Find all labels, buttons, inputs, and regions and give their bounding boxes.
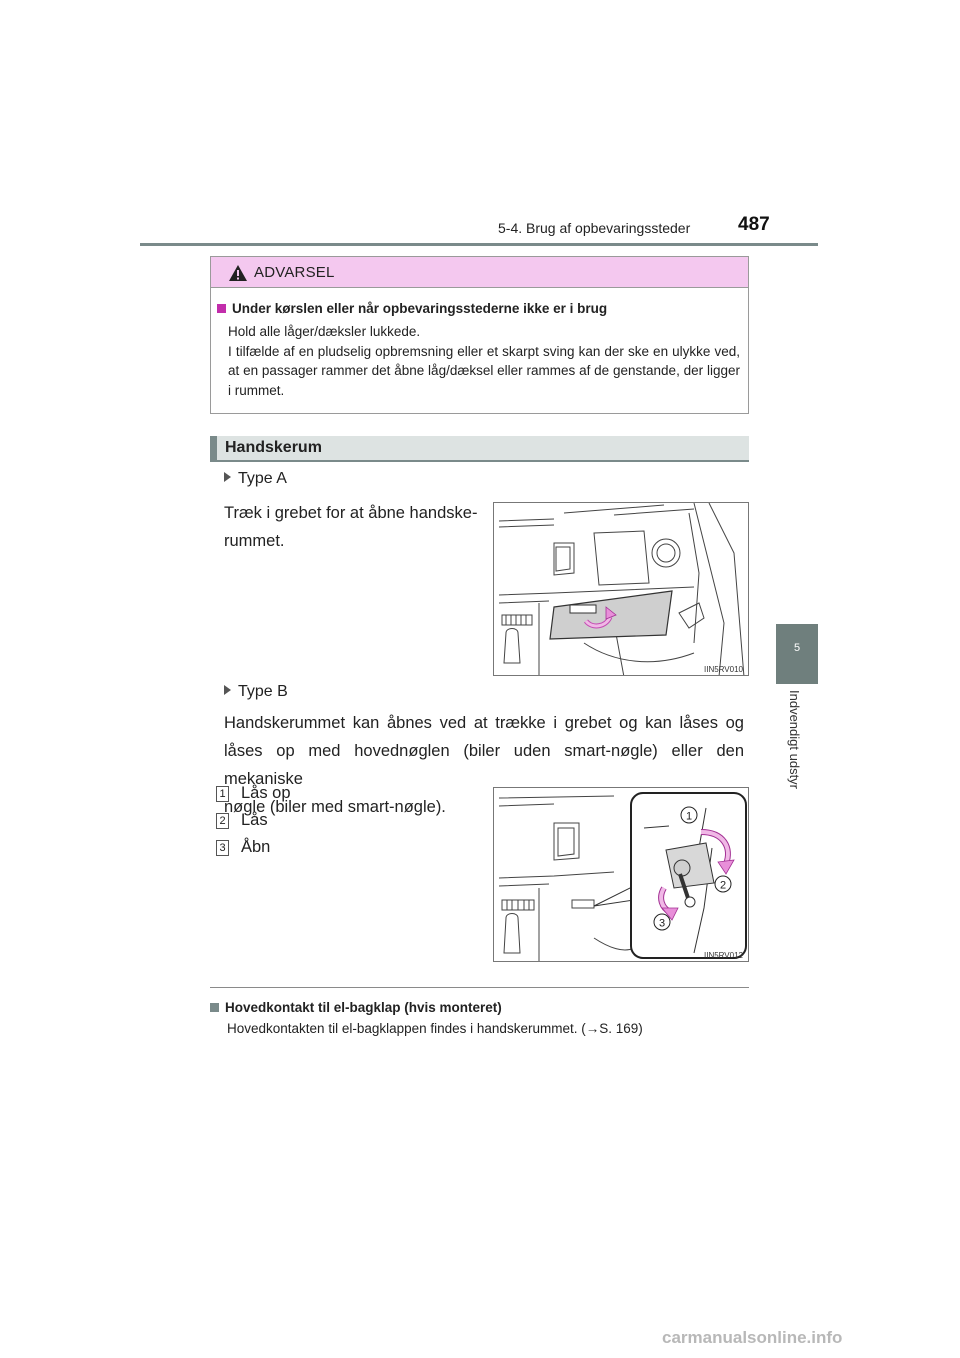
warning-subheading: Under kørslen eller når opbevaringsstederne ikke er i brug xyxy=(217,301,607,316)
callout-1 xyxy=(681,807,697,823)
warning-triangle-icon xyxy=(228,264,248,282)
warning-box xyxy=(210,256,749,414)
triangle-marker-icon xyxy=(224,685,231,695)
figure-a-code: IIN5RV010 xyxy=(704,665,743,674)
step-item: 3 Åbn xyxy=(216,838,291,865)
warning-header xyxy=(211,257,748,288)
section-title: Handskerum xyxy=(225,439,322,456)
callout-3 xyxy=(654,914,670,930)
svg-text:3: 3 xyxy=(658,917,666,930)
figure-b-code: IIN5RV012 xyxy=(704,951,743,960)
chapter-label: Indvendigt udstyr xyxy=(787,690,802,790)
warning-title: ADVARSEL xyxy=(254,264,335,281)
note-subheading: Hovedkontakt til el-bagklap (hvis monteret) xyxy=(210,1000,502,1015)
chapter-tab xyxy=(776,624,818,684)
note-rule xyxy=(210,987,749,988)
type-b-text: Handskerummet kan åbnes ved at trække i grebet og kan låses og låses op med hovednøglen (biler uden smart-nøgle) eller den mekaniske nøgle (biler med smart-nøgle). xyxy=(224,714,744,816)
section-heading-bar xyxy=(210,436,749,462)
type-a-text: Træk i grebet for at åbne handske- rummet. xyxy=(224,504,478,550)
footer-watermark: carmanualsonline.info xyxy=(662,1328,843,1347)
running-header: 5-4. Brug af opbevaringssteder xyxy=(498,220,691,236)
glovebox-illustration-b xyxy=(494,788,749,962)
type-a-label: Type A xyxy=(224,470,287,488)
bullet-square-icon xyxy=(210,1003,219,1012)
triangle-marker-icon xyxy=(224,472,231,482)
chapter-number: 5 xyxy=(793,642,801,654)
svg-text:2: 2 xyxy=(719,879,727,892)
page-number: 487 xyxy=(738,214,770,235)
warning-text: Hold alle låger/dæksler lukkede. I tilfælde af en pludselig opbremsning eller et skarpt sving kan der ske en ulykke ved, at en passager rammer det åbne låg/dæksel eller rammes af de genstande, der ligger i rummet. xyxy=(228,324,740,398)
section-accent xyxy=(210,436,217,460)
step-item: 2 Lås xyxy=(216,811,291,838)
callout-2 xyxy=(715,876,731,892)
figure-type-a xyxy=(493,502,749,676)
step-item: 1 Lås op xyxy=(216,784,291,811)
note-text: Hovedkontakten til el-bagklappen findes i handskerummet. (→S. 169) xyxy=(227,1021,643,1036)
type-b-steps xyxy=(216,784,291,865)
figure-type-b xyxy=(493,787,749,962)
header-rule xyxy=(140,243,818,246)
chapter-label-wrap xyxy=(756,690,836,820)
glovebox-illustration-a xyxy=(494,503,749,676)
svg-text:1: 1 xyxy=(685,810,693,823)
type-b-label: Type B xyxy=(224,683,288,701)
bullet-square-icon xyxy=(217,304,226,313)
